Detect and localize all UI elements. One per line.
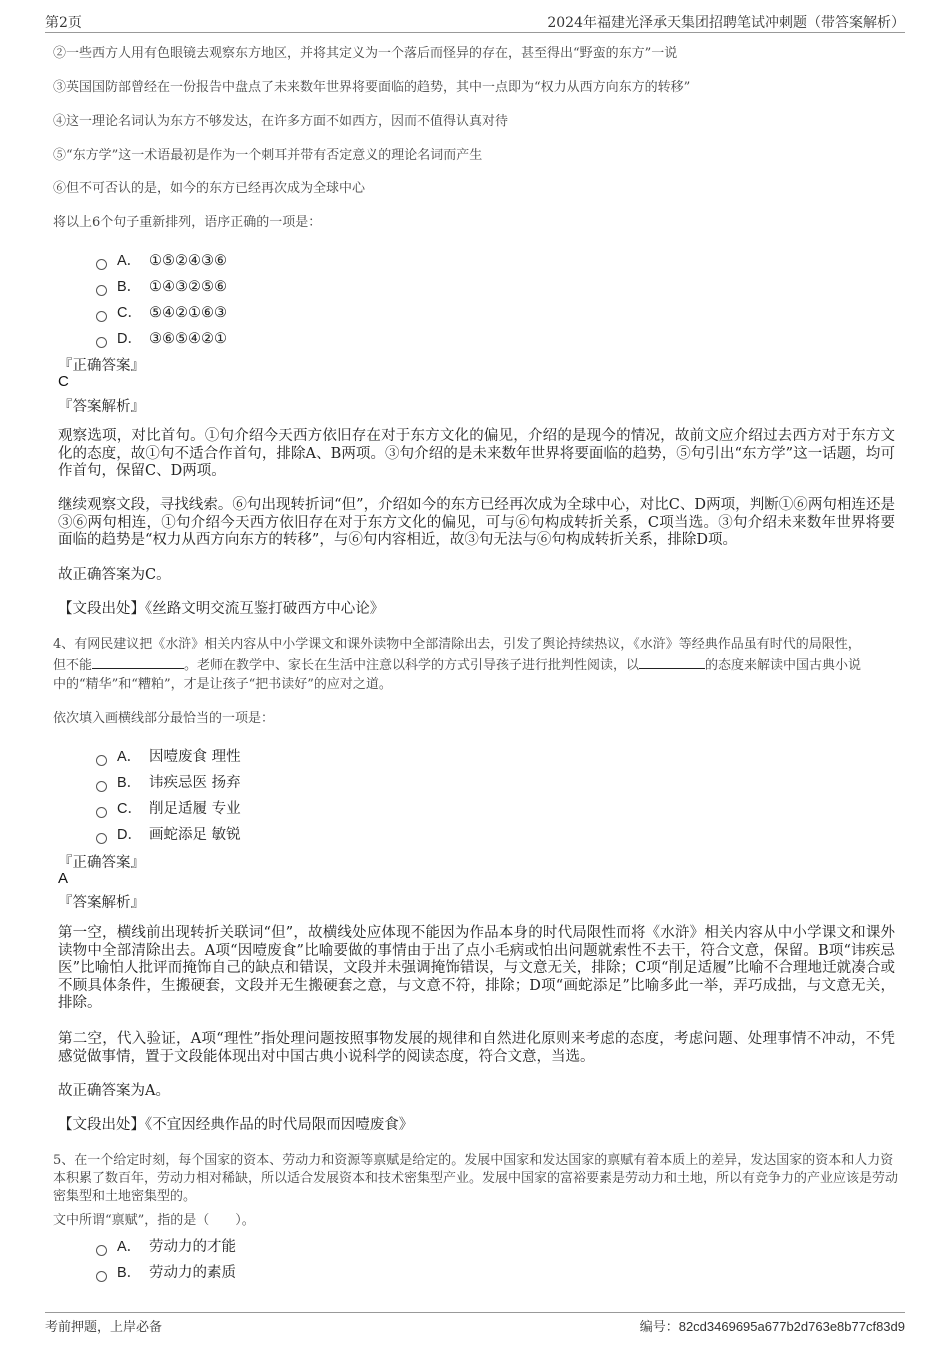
radio-icon[interactable] [96, 755, 107, 766]
q4-option-c[interactable]: C． 削足适履 专业 [96, 797, 241, 817]
q3-option-c[interactable]: C． ⑤④②①⑥③ [96, 301, 227, 321]
q4-option-a[interactable]: A． 因噎废食 理性 [96, 745, 241, 765]
document-title: 2024年福建光泽承天集团招聘笔试冲刺题（带答案解析） [547, 15, 905, 31]
analysis-conclusion: 故正确答案为A。 [58, 1083, 170, 1099]
source-citation: 【文段出处】《丝路文明交流互鉴打破西方中心论》 [58, 601, 385, 617]
question-stem: 4、有网民建议把《水浒》相关内容从中小学课文和课外读物中全部清除出去，引发了舆论持续热议，《水浒》等经典作品虽有时代的局限性， [53, 637, 861, 652]
radio-icon[interactable] [96, 337, 107, 348]
analysis-paragraph: 继续观察文段，寻找线索。⑥句出现转折词“但”，介绍如今的东方已经再次成为全球中心，对比C、D两项，判断①⑥两句相连还是③⑥两句相连，①句介绍今天西方依旧存在对于东方文化的偏见，可与⑥句构成转折关系，C项当选。③句介绍未来数年世界将要面临的趋势是“权力从西方向东方的转移”，与⑥句内容相近，故③句无法与⑥句构成转折关系，排除D项。 [58, 497, 895, 548]
q4-option-b[interactable]: B． 讳疾忌医 扬弃 [96, 771, 241, 791]
correct-answer-label: 『正确答案』 [58, 358, 145, 374]
sentence-6: ⑥但不可否认的是，如今的东方已经再次成为全球中心 [53, 181, 366, 196]
radio-icon[interactable] [96, 1271, 107, 1282]
q5-option-b[interactable]: B． 劳动力的素质 [96, 1261, 236, 1281]
q3-option-d[interactable]: D． ③⑥⑤④②① [96, 327, 227, 347]
source-citation: 【文段出处】《不宜因经典作品的时代局限而因噎废食》 [58, 1117, 414, 1133]
q5-option-a[interactable]: A． 劳动力的才能 [96, 1235, 236, 1255]
footer-slogan: 考前押题，上岸必备 [45, 1320, 163, 1335]
correct-answer: C [58, 373, 69, 390]
analysis-paragraph: 第二空，代入验证，A项“理性”指处理问题按照事物发展的规律和自然进化原则来考虑的态度，考虑问题、处理事情不冲动，不凭感觉做事情，置于文段能体现出对中国古典小说科学的阅读态度，符合文意，当选。 [58, 1031, 895, 1065]
sentence-3: ③英国国防部曾经在一份报告中盘点了未来数年世界将要面临的趋势，其中一点即为“权力从西方向东方的转移” [53, 80, 691, 95]
question-stem-line: 中的“精华”和“糟粕”，才是让孩子“把书读好”的应对之道。 [53, 677, 392, 692]
radio-icon[interactable] [96, 833, 107, 844]
correct-answer-label: 『正确答案』 [58, 855, 145, 871]
question-stem: 5、在一个给定时刻，每个国家的资本、劳动力和资源等禀赋是给定的。发展中国家和发达国家的禀赋有着本质上的差异，发达国家的资本和人力资本积累了数百年，劳动力相对稀缺，所以适合发展资本和技术密集型产业。发展中国家的富裕要素是劳动力和土地，所以有竞争力的产业应该是劳动密集型和土地密集型的。 [53, 1153, 899, 1204]
fill-blank-1 [92, 656, 184, 669]
sentence-5: ⑤“东方学”这一术语最初是作为一个刺耳并带有否定意义的理论名词而产生 [53, 148, 483, 163]
question-prompt: 文中所谓“禀赋”，指的是（ ）。 [53, 1213, 255, 1228]
document-code: 编号：82cd3469695a677b2d763e8b77cf83d9 [639, 1319, 905, 1335]
radio-icon[interactable] [96, 311, 107, 322]
fill-blank-2 [639, 656, 705, 669]
question-stem-line: 但不能 。老师在教学中、家长在生活中注意以科学的方式引导孩子进行批判性阅读，以 的态度来解读中国古典小说 [53, 658, 862, 673]
question-prompt: 将以上6个句子重新排列，语序正确的一项是： [53, 215, 322, 230]
q3-option-b[interactable]: B． ①④③②⑤⑥ [96, 275, 227, 295]
radio-icon[interactable] [96, 259, 107, 270]
page-footer [45, 1312, 905, 1335]
sentence-2: ②一些西方人用有色眼镜去观察东方地区，并将其定义为一个落后而怪异的存在，甚至得出“野蛮的东方”一说 [53, 46, 678, 61]
radio-icon[interactable] [96, 285, 107, 296]
radio-icon[interactable] [96, 781, 107, 792]
analysis-label: 『答案解析』 [58, 895, 145, 911]
analysis-paragraph: 第一空，横线前出现转折关联词“但”，故横线处应体现不能因为作品本身的时代局限性而将《水浒》相关内容从中小学课文和课外读物中全部清除出去。A项“因噎废食”比喻要做的事情由于出了点小毛病或怕出问题就索性不去干，符合文意，保留。B项“讳疾忌医”比喻怕人批评而掩饰自己的缺点和错误，文段并未强调掩饰错误，与文意无关，排除；C项“削足适履”比喻不合理地迁就凑合或不顾具体条件，生搬硬套，文段并无生搬硬套之意，与文意不符，排除；D项“画蛇添足”比喻多此一举，弄巧成拙，与文意无关，排除。 [58, 925, 895, 1011]
page-header [45, 12, 905, 33]
radio-icon[interactable] [96, 1245, 107, 1256]
correct-answer: A [58, 870, 69, 887]
question-prompt: 依次填入画横线部分最恰当的一项是： [53, 711, 275, 726]
q3-option-a[interactable]: A． ①⑤②④③⑥ [96, 249, 227, 269]
analysis-label: 『答案解析』 [58, 399, 145, 415]
radio-icon[interactable] [96, 807, 107, 818]
page-number: 第2页 [45, 15, 82, 31]
sentence-4: ④这一理论名词认为东方不够发达，在许多方面不如西方，因而不值得认真对待 [53, 114, 509, 129]
analysis-paragraph: 观察选项，对比首句。①句介绍今天西方依旧存在对于东方文化的偏见，介绍的是现今的情况，故前文应介绍过去西方对于东方文化的态度，故①句不适合作首句，排除A、B两项。③句介绍的是未来数年世界将要面临的趋势，⑤句引出“东方学”这一话题，均可作首句，保留C、D两项。 [58, 428, 895, 479]
q4-option-d[interactable]: D． 画蛇添足 敏锐 [96, 823, 241, 843]
analysis-conclusion: 故正确答案为C。 [58, 567, 171, 583]
